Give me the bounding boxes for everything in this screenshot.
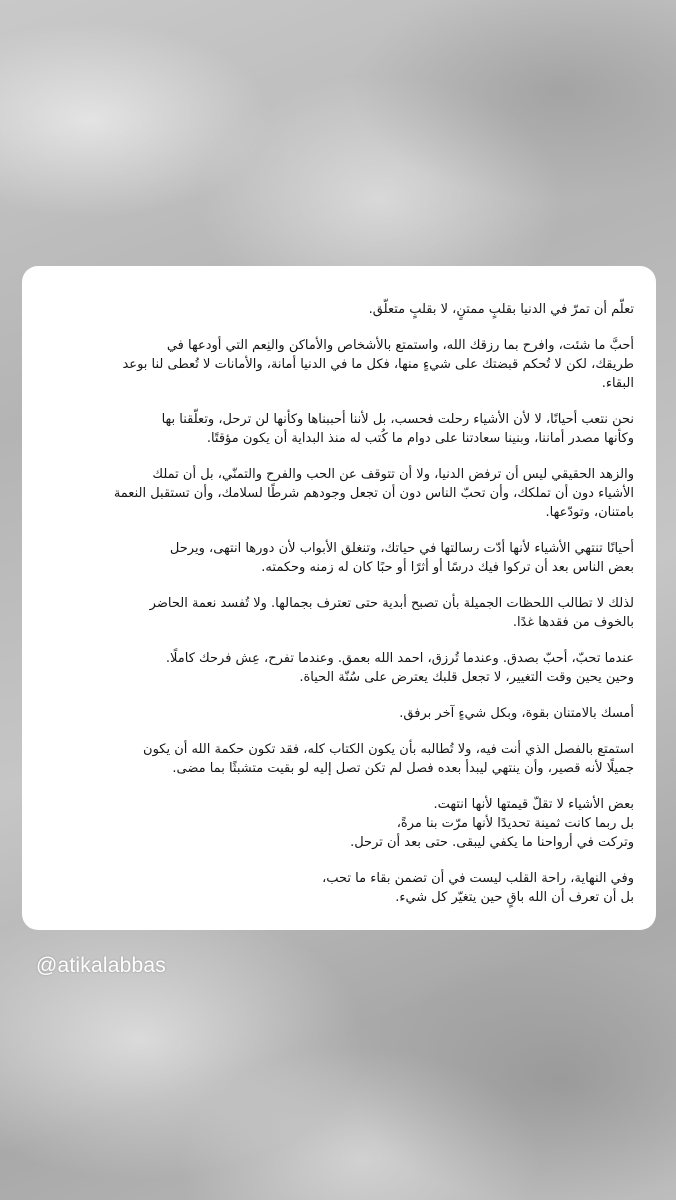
story-line: عندما تحبّ، أحبّ بصدق. وعندما تُرزق، احمد الله بعمق. وعندما تفرح، عِش فرحك كاملًا. <box>165 651 634 666</box>
author-handle: @atikalabbas <box>36 954 166 977</box>
story-paragraph <box>46 300 634 319</box>
story-line: وكأنها مصدر أماننا، وبنينا سعادتنا على دوام ما كُتب له منذ البداية أن يكون مؤقتًا. <box>206 431 634 446</box>
story-paragraph <box>46 465 634 522</box>
story-paragraph <box>46 740 634 778</box>
story-paragraph <box>46 704 634 723</box>
story-line: وحين يحين وقت التغيير، لا تجعل قلبك يعترض على سُنّة الحياة. <box>299 670 634 685</box>
story-paragraph <box>46 795 634 852</box>
story-text-card <box>22 266 656 930</box>
story-paragraph <box>46 869 634 907</box>
story-line: استمتع بالفصل الذي أنت فيه، ولا تُطالبه بأن يكون الكتاب كله، فقد تكون حكمة الله أن يكون <box>143 742 634 757</box>
story-paragraph <box>46 539 634 577</box>
story-paragraph <box>46 594 634 632</box>
story-line: الأشياء دون أن تملكك، وأن تحبّ الناس دون أن تجعل وجودهم شرطًا لسلامك، وأن تستقبل النعمة <box>113 486 634 501</box>
story-line: بعض الأشياء لا تقلّ قيمتها لأنها انتهت. <box>433 797 634 812</box>
story-paragraph <box>46 649 634 687</box>
story-line: لذلك لا تطالب اللحظات الجميلة بأن تصبح أبدية حتى تعترف بجمالها. ولا تُفسد نعمة الحاضر <box>149 596 634 611</box>
story-paragraph <box>46 410 634 448</box>
story-line: جميلًا لأنه قصير، وأن ينتهي ليبدأ بعده فصل لم تكن تصل إليه لو بقيت متشبثًا بما مضى. <box>172 761 634 776</box>
story-line: والزهد الحقيقي ليس أن ترفض الدنيا، ولا أن تتوقف عن الحب والفرح والتمنّي، بل أن تملك <box>152 467 634 482</box>
story-line: تعلّم أن تمرّ في الدنيا بقلبٍ ممتنٍ، لا بقلبٍ متعلّق. <box>368 302 634 317</box>
story-line: بامتنان، وتودّعها. <box>545 505 634 520</box>
story-line: البقاء. <box>601 376 634 391</box>
story-line: أحيانًا تنتهي الأشياء لأنها أدّت رسالتها في حياتك، وتنغلق الأبواب لأن دورها انتهى، ويرحل <box>169 541 634 556</box>
story-line: بعض الناس بعد أن تركوا فيك درسًا أو أثرًا أو حبًا كان له زمنه وحكمته. <box>261 560 634 575</box>
story-line: بل أن تعرف أن الله باقٍ حين يتغيّر كل شيء. <box>395 890 634 905</box>
story-line: بالخوف من فقدها غدًا. <box>512 615 634 630</box>
story-line: وتركت في أرواحنا ما يكفي ليبقى. حتى بعد أن ترحل. <box>350 835 634 850</box>
story-line: وفي النهاية، راحة القلب ليست في أن تضمن بقاء ما تحب، <box>322 871 634 886</box>
story-line: أمسك بالامتنان بقوة، وبكل شيءٍ آخر برفق. <box>399 706 634 721</box>
story-line: نحن نتعب أحيانًا، لا لأن الأشياء رحلت فحسب، بل لأننا أحببناها وكأنها لن ترحل، وتعلّقنا بها <box>161 412 634 427</box>
story-line: بل ربما كانت ثمينة تحديدًا لأنها مرّت بنا مرةً، <box>396 816 634 831</box>
story-line: طريقك، لكن لا تُحكم قبضتك على شيءٍ منها، فكل ما في الدنيا أمانة، والأمانات لا تُعطى لنا بوعد <box>122 357 634 372</box>
story-paragraph <box>46 336 634 393</box>
story-line: أحبَّ ما شئت، وافرح بما رزقك الله، واستمتع بالأشخاص والأماكن والنِعم التي أودعها في <box>166 338 634 353</box>
